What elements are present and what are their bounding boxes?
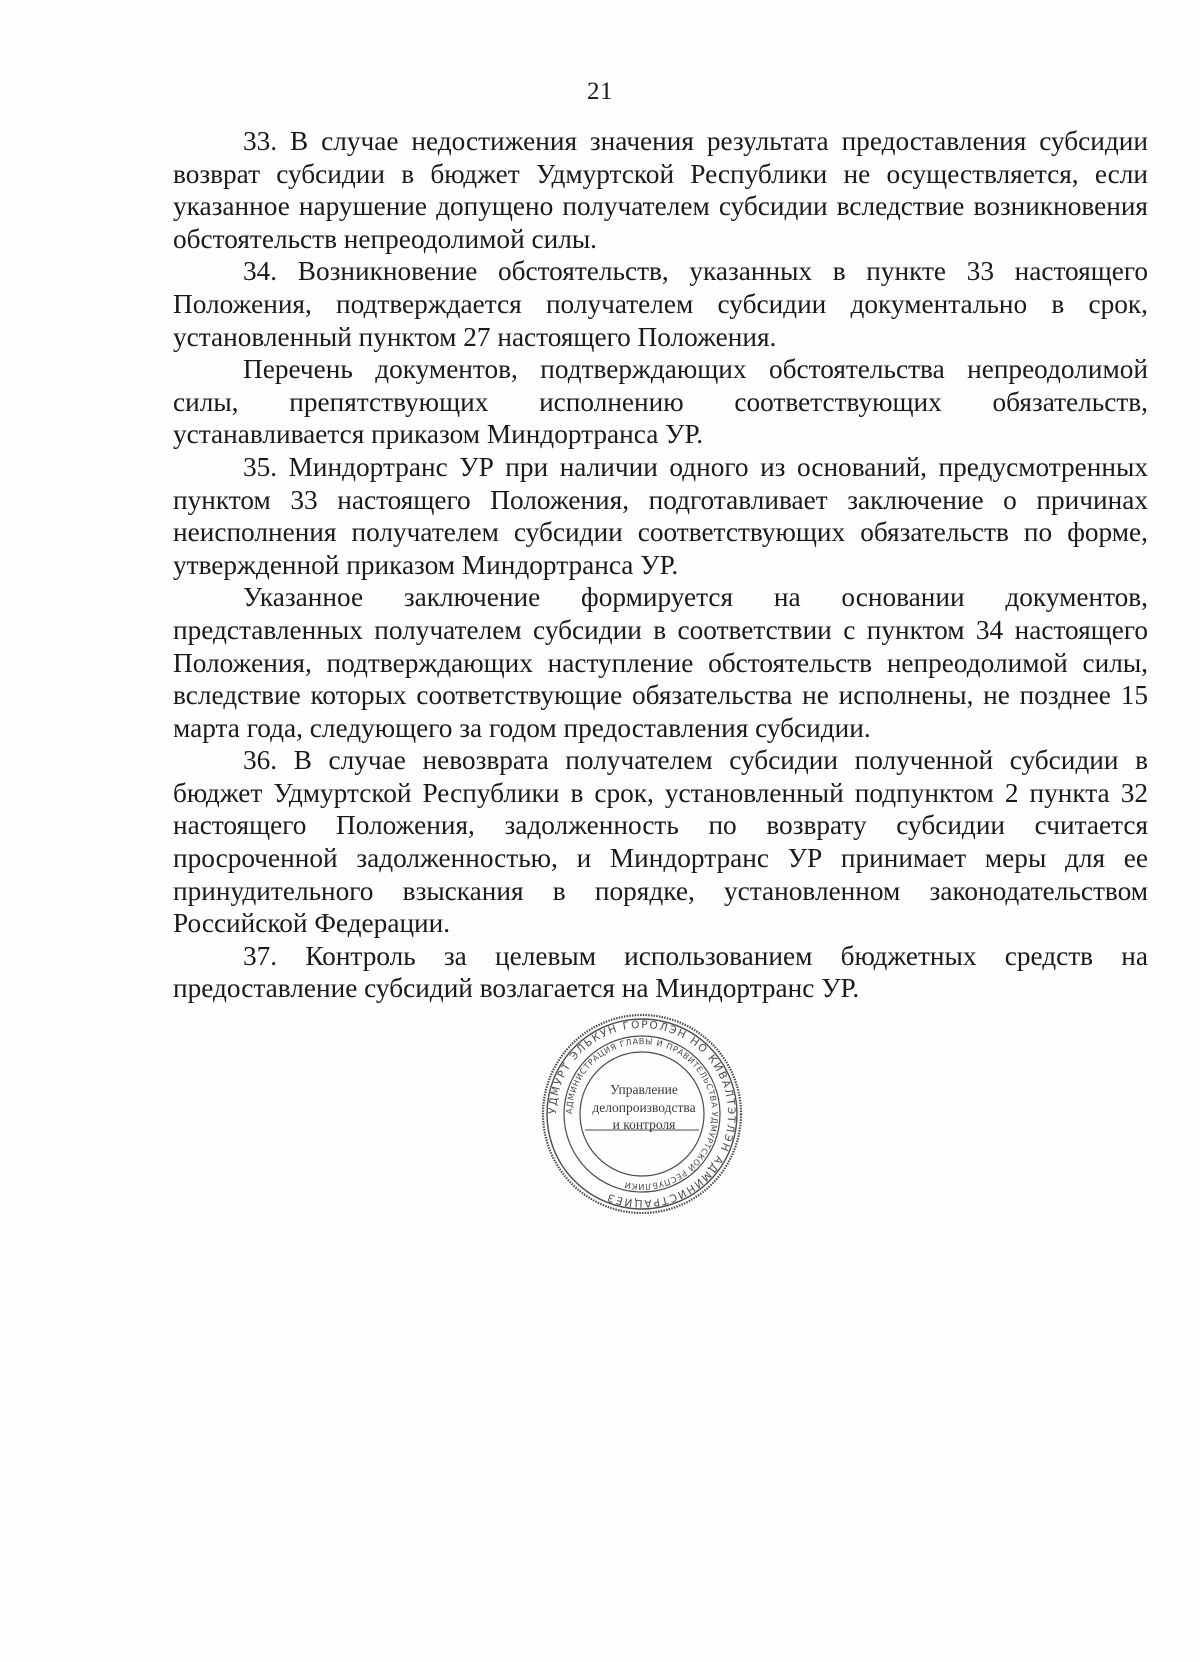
svg-text:УДМУРТ ЭЛЬКУН ГОРОЛЭН НО КИВАЛ: УДМУРТ ЭЛЬКУН ГОРОЛЭН НО КИВАЛТЭТЛЭН АДМИНИСТРАЦИЕЗ — [546, 1018, 738, 1210]
paragraph-35-conclusion: Указанное заключение формируется на основании документов, представленных получателем субсидии в соответствии с пунктом 34 настоящего Положения, подтверждающих наступление обстоятельств непреодолимой силы, вследствие которых соответствующие обязательства не исполнены, не позднее 15 марта года, следующего за годом предоставления субсидии. — [173, 582, 1148, 743]
paragraph-33: 33. В случае недостижения значения результата предоставления субсидии возврат субсидии в бюджет Удмуртской Республики не осуществляется, если указанное нарушение допущено получателем субсидии вследствие возникновения обстоятельств непреодолимой силы. — [173, 126, 1148, 254]
seal-center-text — [588, 1081, 700, 1134]
paragraph-36: 36. В случае невозврата получателем субсидии полученной субсидии в бюджет Удмуртской Республики в срок, установленный подпунктом 2 пункта 32 настоящего Положения, задолженность по возврату субсидии считается просроченной задолженностью, и Миндортранс УР принимает меры для ее принудительного взыскания в порядке, установленном законодательством Российской Федерации. — [173, 745, 1148, 939]
official-seal-stamp — [540, 1012, 744, 1216]
paragraph-34-documents-list: Перечень документов, подтверждающих обстоятельства непреодолимой силы, препятствующих исполнению соответствующих обязательств, устанавливается приказом Миндортранса УР. — [173, 354, 1148, 450]
page-number: 21 — [587, 78, 613, 105]
seal-line-3: и контроля — [612, 1117, 676, 1132]
seal-line-2: делопроизводства — [592, 1099, 696, 1115]
svg-text:АДМИНИСТРАЦИЯ ГЛАВЫ И ПРАВИТЕЛ: АДМИНИСТРАЦИЯ ГЛАВЫ И ПРАВИТЕЛЬСТВА УДМУРТСКОЙ РЕСПУБЛИКИ — [563, 1035, 721, 1193]
document-body — [173, 125, 1148, 1005]
seal-line-1: Управление — [610, 1082, 678, 1097]
paragraph-34: 34. Возникновение обстоятельств, указанных в пункте 33 настоящего Положения, подтверждается получателем субсидии документально в срок, установленный пунктом 27 настоящего Положения. — [173, 256, 1148, 352]
paragraph-37: 37. Контроль за целевым использованием бюджетных средств на предоставление субсидий возлагается на Миндортранс УР. — [173, 940, 1148, 1004]
paragraph-35: 35. Миндортранс УР при наличии одного из оснований, предусмотренных пунктом 33 настоящего Положения, подготавливает заключение о причинах неисполнения получателем субсидии соответствующих обязательств по форме, утвержденной приказом Миндортранса УР. — [173, 451, 1148, 580]
